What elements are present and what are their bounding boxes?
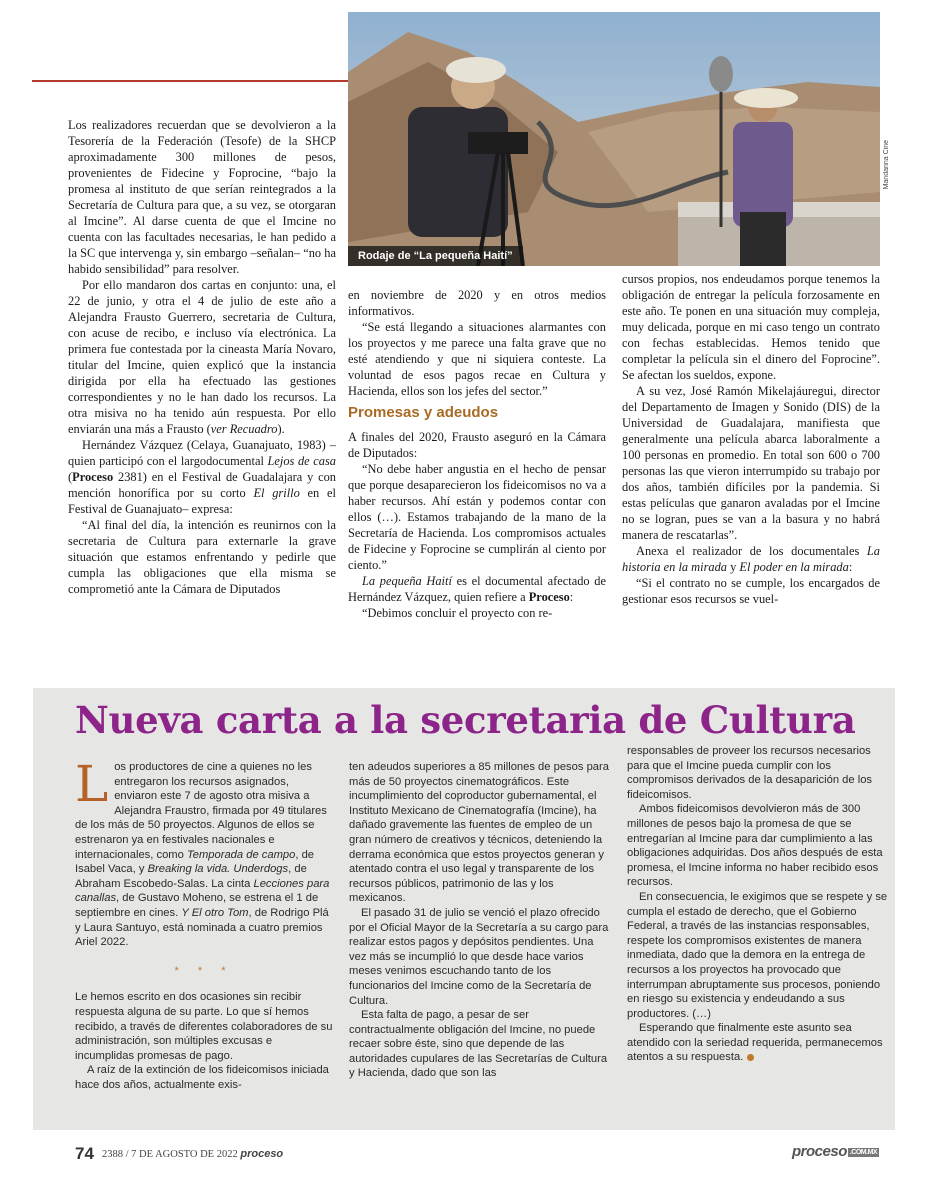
paragraph: A finales del 2020, Frausto aseguró en la Cámara de Diputados: — [348, 430, 606, 460]
paragraph: responsables de proveer los recursos necesarios para que el Imcine pueda cumplir con los compromisos derivados de la desaparición de los fideicomisos. — [627, 745, 873, 801]
page-footer — [0, 1130, 926, 1200]
footer-logo: proceso — [240, 1148, 284, 1160]
issue-info: 2388 / 7 DE AGOSTO DE 2022 proceso — [102, 1148, 284, 1160]
page-number: 74 — [75, 1144, 94, 1163]
paragraph: Ambos fideicomisos devolvieron más de 300 millones de pesos bajo la promesa de que se entregarían al Imcine para dar cumplimiento a las obligaciones adquiridas. Dos años después de esta promesa, el Imcine informa no haber recibido esos recursos. — [627, 803, 883, 889]
paragraph: En consecuencia, le exigimos que se respete y se cumpla el estado de derecho, que el Gobierno Federal, a través de las instancias responsables, respete los compromisos existentes de manera inmediata, dado que la demora en la entrega de recursos a los proyectos ha provocado que interrumpan abruptamente sus procesos, poniendo en riesgo su existencia y endeudando a sus productores. (…) — [627, 890, 888, 1020]
paragraph: cursos propios, nos endeudamos porque tenemos la obligación de entregar la película forzosamente en este año. Te ponen en una situación muy compleja, muy delicada, porque en mi caso tengo un contrato con fechas establecidas. Hemos tenido que completar la película sin el dinero del Foprocine”. Se afectan los sueldos, expone. — [622, 272, 880, 382]
paragraph: “Si el contrato no se cumple, los encargados de gestionar esos recursos se vuel- — [622, 576, 880, 606]
article-column-1 — [68, 117, 336, 597]
sidebar-box — [33, 688, 895, 1130]
paragraph: Esperando que finalmente este asunto sea atendido con la seriedad requerida, permanecemos atentos a su respuesta. — [627, 1022, 883, 1064]
paragraph: Anexa el realizador de los documentales La historia en la mirada y El poder en la mirada: — [622, 544, 880, 574]
paragraph: Esta falta de pago, a pesar de ser contractualmente obligación del Imcine, no puede recaer sobre éste, sino que depende de las autoridades cupulares de las Secretarías de Cultura y Hacienda, dado que son las — [349, 1009, 608, 1080]
top-rule — [32, 80, 348, 82]
box-column-3 — [627, 744, 889, 1065]
section-separator: * * * — [174, 964, 234, 977]
paragraph: Los productores de cine a quienes no les entregaron los recursos asignados, enviaron este 7 de agosto otra misiva a Alejandra Fraustro, firmada por 49 titulares de los más de 50 proyectos. Algunos de ellos se estrenaron ya en festivales nacionales e internacionales, como Temporada de campo, de Isabel Vaca, y Breaking la vida. Underdogs, de Abraham Escobedo-Salas. La cinta Lecciones para canallas, de Gustavo Moheno, se estrena el 1 de septiembre en cines. Y El otro Tom, de Rodrigo Plá y Laura Santuyo, está nominada a cuatro premios Ariel 2022. — [75, 755, 330, 949]
paragraph: “No debe haber angustia en el hecho de pensar que porque desaparecieron los fideicomisos no va a haber recursos. Ahí están y podemos contar con ellos (…). Estamos trabajando de la mano de la Secretaría de Hacienda. Los compromisos actuales de Fidecine y Foprocine se cumplirán al ciento por ciento.” — [348, 462, 606, 572]
article-photo — [348, 12, 880, 266]
paragraph: ten adeudos superiores a 85 millones de pesos para más de 50 proyectos cinematográficos. Este incumplimiento del coproductor gubernamental, el Instituto Mexicano de Cinematografía (Imcine), ha dañado gravemente las fuentes de empleo de un gran número de creativos y técnicos, deteniendo la derrama económica que estos proyectos generan y atentado contra el uso legal y transparente de los recursos públicos, patrimonio de las y los mexicanos. — [349, 761, 609, 905]
paragraph: Los realizadores recuerdan que se devolvieron a la Tesorería de la Federación (Tesofe) de la SHCP aproximadamente 300 millones de pesos, provenientes de Fidecine y Foprocine, “bajo la promesa al instituto de que serían reintegrados a la Secretaría de Cultura para que, a su vez, se otorgaran al Imcine”. Al darse cuenta de que el Imcine no cuenta con las facultades necesarias, le han pedido a la SC que intervenga y, sin embargo –señalan– “no ha habido sensibilidad” para resolver. — [68, 118, 336, 276]
paragraph: A raíz de la extinción de los fideicomisos iniciada hace dos años, actualmente exis- — [75, 1064, 329, 1091]
box-column-2 — [349, 760, 611, 1081]
article-column-2 — [348, 287, 606, 621]
section-heading: Promesas y adeudos — [348, 404, 499, 421]
paragraph: “Debimos concluir el proyecto con re- — [362, 606, 553, 620]
box-title: Nueva carta a la secretaria de Cultura — [75, 698, 856, 742]
photo-caption: Rodaje de “La pequeña Haití” — [348, 246, 523, 266]
paragraph: A su vez, José Ramón Mikelajáuregui, director del Departamento de Imagen y Sonido (DIS) de la Universidad de Guadalajara, manifiesta que generalmente una película abarca laboralmente a 100 personas en promedio. En total son 600 o 700 personas las que vieron interrumpido su trabajo por dos años, también difíciles por la pandemia. Si estas películas que ganaron avaladas por el Imcine no se logran, pues se van a la basura y no habrá manera de rescatarlas”. — [622, 384, 880, 542]
paragraph: “Se está llegando a situaciones alarmantes con los proyectos y me parece una falta grave que no esté atendiendo y que ni siquiera conteste. La voluntad de esos pagos recae en Cultura y Hacienda, ellos son los jefes del sector.” — [348, 320, 606, 398]
paragraph: Hernández Vázquez (Celaya, Guanajuato, 1983) –quien participó con el largodocumental Lejos de casa (Proceso 2381) en el Festival de Guadalajara y con mención honorífica por su corto El grillo en el Festival de Guanajuato– expresa: — [68, 438, 336, 516]
photo-credit: Mandarina Cine — [883, 140, 890, 190]
paragraph: Le hemos escrito en dos ocasiones sin recibir respuesta alguna de su parte. Lo que sí hemos recibido, a través de diferentes colaboradores de su administración, son múltiples excusas e incumplidas promesas de pago. — [75, 991, 333, 1062]
paragraph: El pasado 31 de julio se venció el plazo ofrecido por el Oficial Mayor de la Secretaría a su cargo para realizar estos pagos y depósitos pendientes. Una vez más se incumplió lo que desde hace varios meses venimos escuchando tanto de los funcionarios del Imcine como de la Secretaría de Cultura. — [349, 906, 609, 1007]
box-column-1 — [75, 755, 333, 1092]
paragraph: La pequeña Haití es el documental afectado de Hernández Vázquez, quien refiere a Proceso: — [348, 574, 606, 604]
paragraph: “Al final del día, la intención es reunirnos con la secretaria de Cultura para externarle la grave situación que estamos enfrentando y pedirle que cumpla las obligaciones que ella misma se comprometió ante la Cámara de Diputados — [68, 518, 336, 596]
paragraph: Por ello mandaron dos cartas en conjunto: una, el 22 de junio, y otra el 4 de julio de este año a Alejandra Frausto Guerrero, secretaria de Cultura, con acuse de recibo, e incluso vía electrónica. La primera fue contestada por la cineasta María Novaro, titular del Imcine, quien explicó que la instancia dirigida por ella ha efectuado las gestiones correspondientes y no le han dado los recursos. La otra misiva no ha tenido aún respuesta. Por ello enviarán una más a Frausto (ver Recuadro). — [68, 278, 336, 436]
photo-illustration — [348, 12, 880, 266]
end-mark-icon — [747, 1054, 754, 1061]
paragraph: en noviembre de 2020 y en otros medios informativos. — [348, 288, 606, 318]
article-column-3 — [622, 271, 880, 607]
brand-logo: proceso .COM.MX — [792, 1143, 878, 1160]
drop-cap: L — [75, 755, 109, 813]
